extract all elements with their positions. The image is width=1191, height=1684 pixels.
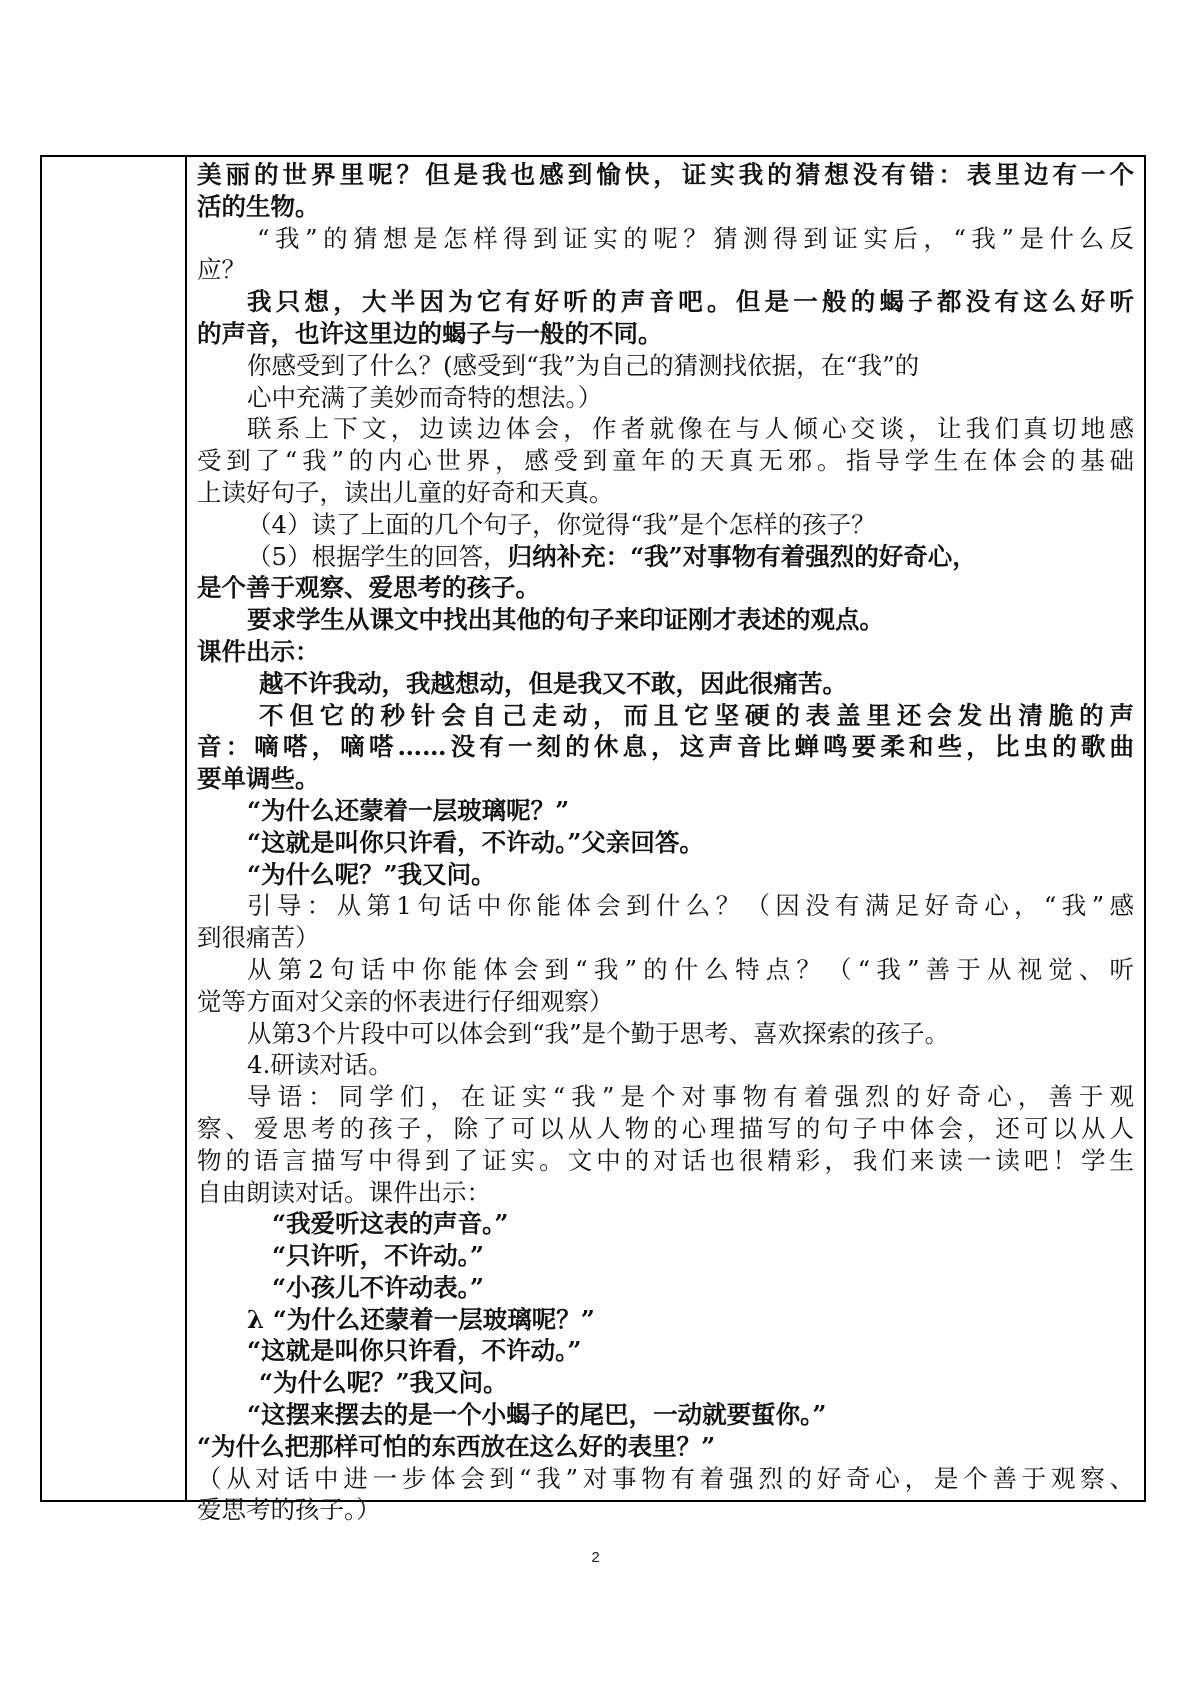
text-line [197,541,1134,573]
text-span: （5）根据学生的回答， [247,541,508,571]
text-line: 是个善于观察、爱思考的孩子。 [197,573,540,603]
text-line: 我只想，大半因为它有好听的声音吧。但是一般的蝎子都没有这么好听 [247,287,1134,317]
text-line: （从对话中进一步体会到“我”对事物有着强烈的好奇心，是个善于观察、 [197,1463,1134,1493]
text-line: “我爱听这表的声音。” [272,1209,509,1239]
text-line: 心中充满了美妙而奇特的想法。） [247,382,603,412]
text-line: 导语：同学们，在证实“我”是个对事物有着强烈的好奇心，善于观 [247,1082,1134,1112]
text-line: 课件出示： [197,636,320,666]
text-line: “小孩儿不许动表。” [272,1272,484,1302]
text-line: 音：嘀嗒，嘀嗒……没有一刻的休息，这声音比蝉鸣要柔和些，比虫的歌曲 [197,732,1134,762]
text-line: 的声音，也许这里边的蝎子与一般的不同。 [197,318,663,348]
text-span-bold: 归纳补充：“我”对事物有着强烈的好奇心， [507,541,977,571]
text-line: 爱思考的孩子。） [197,1495,381,1525]
text-line: 引导：从第1句话中你能体会到什么？（因没有满足好奇心，“我”感 [247,891,1134,921]
text-line: “这就是叫你只许看，不许动。”父亲回答。 [247,827,704,857]
text-line: 要单调些。 [197,764,320,794]
text-line: （4）读了上面的几个句子，你觉得“我”是个怎样的孩子？ [247,509,876,539]
text-line: 4.研读对话。 [247,1050,393,1080]
text-line: 察、爱思考的孩子，除了可以从人物的心理描写的句子中体会，还可以从人 [197,1113,1134,1143]
text-line: 从第2句话中你能体会到“我”的什么特点？（“我”善于从视觉、听 [247,954,1134,984]
text-line: “为什么把那样可怕的东西放在这么好的表里？” [197,1431,716,1461]
text-line: λ “为什么还蒙着一层玻璃呢？” [247,1304,595,1334]
text-line: “为什么还蒙着一层玻璃呢？” [247,795,570,825]
text-line: “为什么呢？”我又问。 [247,859,496,889]
table-content-cell [187,157,1144,1525]
text-line: “我”的猜想是怎样得到证实的呢？猜测得到证实后，“我”是什么反 [257,223,1134,253]
text-line: 你感受到了什么？(感受到“我”为自己的猜测找依据，在“我”的 [247,350,920,380]
text-line: “这摆来摆去的是一个小蝎子的尾巴，一动就要蜇你。” [247,1400,827,1430]
text-line: 自由朗读对话。课件出示： [197,1177,491,1207]
text-line: 美丽的世界里呢？但是我也感到愉快，证实我的猜想没有错：表里边有一个 [197,160,1134,189]
text-line: 受到了“我”的内心世界，感受到童年的天真无邪。指导学生在体会的基础 [197,446,1134,476]
page-number: 2 [591,1549,600,1566]
text-line: 活的生物。 [197,191,320,221]
text-line: 到很痛苦） [197,923,320,953]
text-line: 从第3个片段中可以体会到“我”是个勤于思考、喜欢探索的孩子。 [247,1018,950,1048]
text-line: “为什么呢？”我又问。 [259,1368,508,1398]
table-left-column [42,157,187,1500]
text-line: 上读好句子，读出儿童的好奇和天真。 [197,477,614,507]
text-line: 不但它的秒针会自己走动，而且它坚硬的表盖里还会发出清脆的声 [259,700,1134,730]
text-line: 越不许我动，我越想动，但是我又不敢，因此很痛苦。 [259,668,847,698]
text-line: 要求学生从课文中找出其他的句子来印证刚才表述的观点。 [247,605,884,635]
text-line: 应？ [197,255,246,285]
text-line: “只许听，不许动。” [272,1241,484,1271]
text-line: 觉等方面对父亲的怀表进行仔细观察） [197,986,614,1016]
text-line: 物的语言描写中得到了证实。文中的对话也很精彩，我们来读一读吧！学生 [197,1145,1134,1175]
text-line: 联系上下文，边读边体会，作者就像在与人倾心交谈，让我们真切地感 [247,414,1134,444]
text-line: “这就是叫你只许看，不许动。” [247,1336,582,1366]
lesson-table [40,155,1146,1525]
